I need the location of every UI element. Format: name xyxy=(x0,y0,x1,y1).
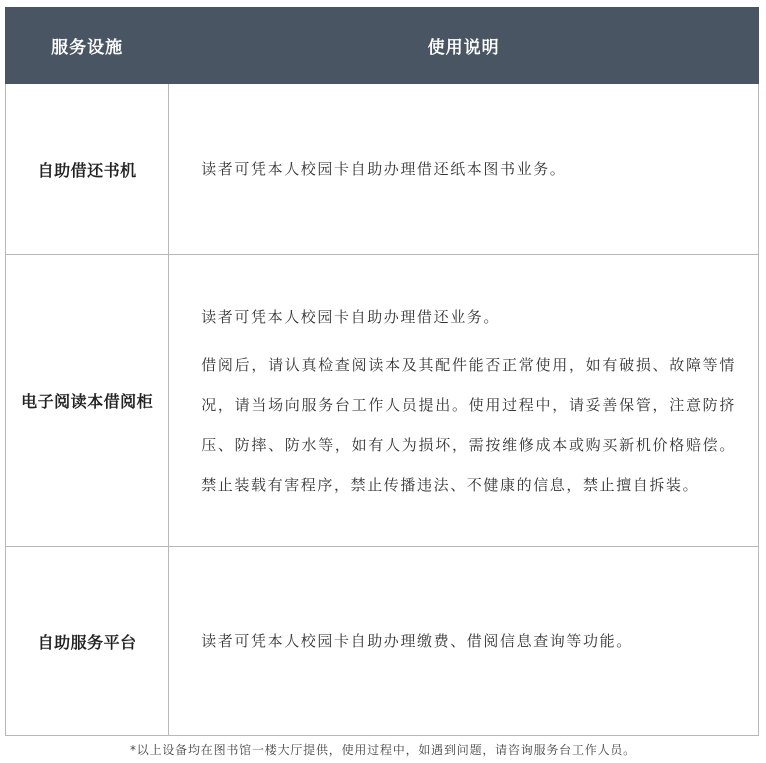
facility-name: 电子阅读本借阅柜 xyxy=(6,255,169,547)
description-paragraph: 读者可凭本人校园卡自助办理借还纸本图书业务。 xyxy=(201,160,567,178)
footnote: *以上设备均在图书馆一楼大厅提供，使用过程中，如遇到问题，请咨询服务台工作人员。 xyxy=(129,743,636,757)
header-facility: 服务设施 xyxy=(6,8,169,84)
table-row xyxy=(6,547,759,736)
description-paragraph: 读者可凭本人校园卡自助办理缴费、借阅信息查询等功能。 xyxy=(201,632,633,650)
facility-description xyxy=(169,84,759,255)
facility-description xyxy=(169,547,759,736)
table-row xyxy=(6,255,759,547)
facility-name: 自助借还书机 xyxy=(6,84,169,255)
facilities-table xyxy=(5,7,759,736)
header-description: 使用说明 xyxy=(169,8,759,84)
facility-name: 自助服务平台 xyxy=(6,547,169,736)
description-paragraph: 借阅后，请认真检查阅读本及其配件能否正常使用，如有破损、故障等情况，请当场向服务台工作人员提出。使用过程中，请妥善保管，注意防挤压、防摔、防水等，如有人为损坏，需按维修成本或购买新机价格赔偿。禁止装载有害程序，禁止传播违法、不健康的信息，禁止擅自拆装。 xyxy=(201,355,736,494)
table-header-row xyxy=(6,8,759,84)
facility-description xyxy=(169,255,759,547)
table-row xyxy=(6,84,759,255)
description-paragraph: 读者可凭本人校园卡自助办理借还业务。 xyxy=(201,307,501,326)
